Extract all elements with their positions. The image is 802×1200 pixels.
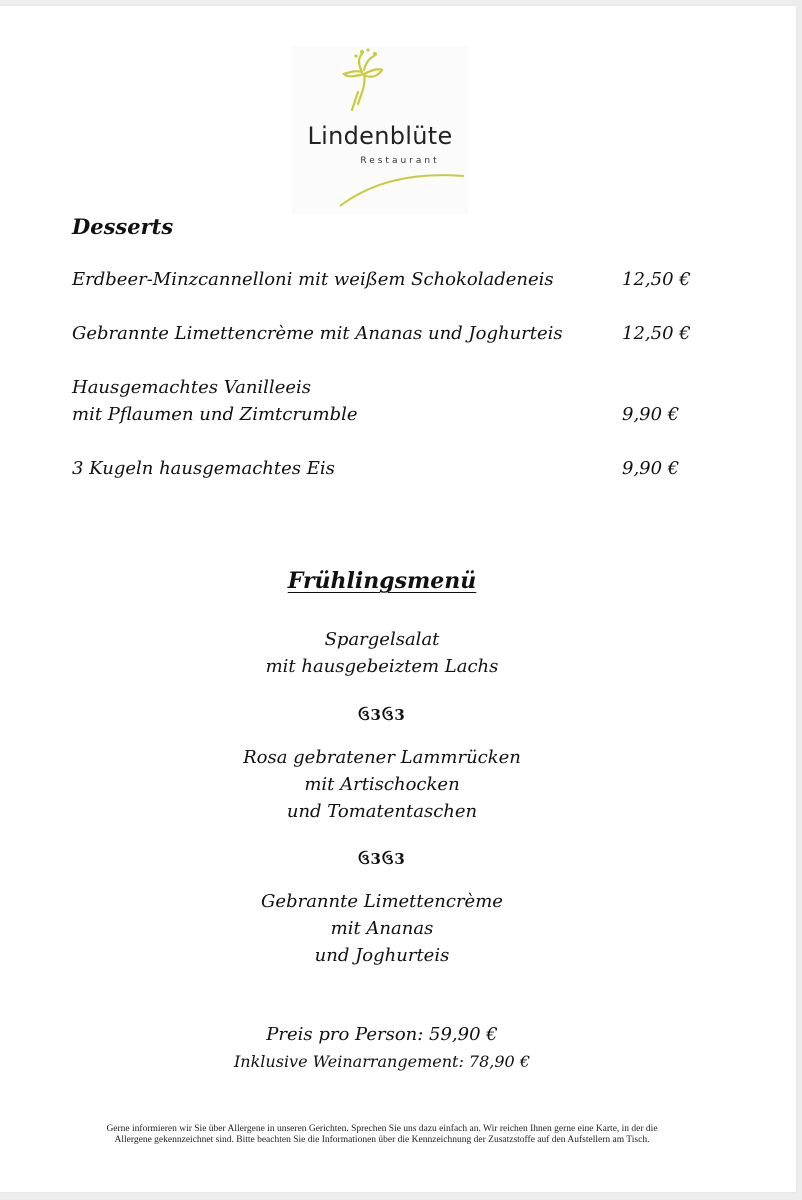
allergen-notice-line: Gerne informieren wir Sie über Allergene in unseren Gerichten. Sprechen Sie uns dazu einfach an. Wir reichen Ihnen gerne eine Karte, in der die (106, 1124, 658, 1134)
course-line: und Tomatentaschen (286, 801, 478, 822)
menu-course-dessert (0, 888, 764, 969)
course-line: Gebrannte Limettencrème (261, 891, 503, 912)
wine-arrangement-price: Inklusive Weinarrangement: 78,90 € (233, 1052, 530, 1071)
dessert-price: 12,50 € (622, 269, 691, 290)
dessert-item: Gebrannte Limettencrème mit Ananas und Joghurteis (72, 323, 563, 344)
menu-page (0, 6, 796, 1192)
dessert-item: Erdbeer-Minzcannelloni mit weißem Schokoladeneis (72, 269, 554, 290)
dessert-price: 12,50 € (622, 323, 691, 344)
price-per-person: Preis pro Person: 59,90 € (266, 1024, 498, 1045)
spring-menu-heading: Frühlingsmenü (287, 568, 477, 594)
dessert-price: 9,90 € (622, 404, 680, 425)
desserts-heading: Desserts (72, 214, 174, 239)
logo-name: Lindenblüte (307, 122, 453, 150)
logo-subtitle: Restaurant (360, 156, 440, 166)
restaurant-logo (292, 46, 468, 214)
course-line: mit hausgebeiztem Lachs (265, 656, 499, 677)
course-line: und Joghurteis (314, 945, 450, 966)
course-line: mit Artischocken (304, 774, 460, 795)
allergen-notice-line: Allergene gekennzeichnet sind. Bitte beachten Sie die Informationen über die Kennzeichnung der Zusatzstoffe auf den Aufstellern am Tisch. (114, 1135, 650, 1145)
dessert-item: 3 Kugeln hausgemachtes Eis (72, 458, 335, 479)
dessert-item-line-2: mit Pflaumen und Zimtcrumble (72, 404, 358, 425)
course-line: mit Ananas (330, 918, 434, 939)
course-line: Spargelsalat (324, 629, 440, 650)
menu-course-starter (0, 626, 764, 680)
menu-course-main (0, 744, 764, 825)
ornament-divider-icon: ઉ3ઉ3 (358, 706, 406, 724)
allergen-notice (30, 1124, 734, 1146)
dessert-price: 9,90 € (622, 458, 680, 479)
ornament-divider-icon: ઉ3ઉ3 (358, 850, 406, 868)
dessert-item: Hausgemachtes Vanilleeis (72, 377, 311, 398)
course-line: Rosa gebratener Lammrücken (243, 747, 521, 768)
